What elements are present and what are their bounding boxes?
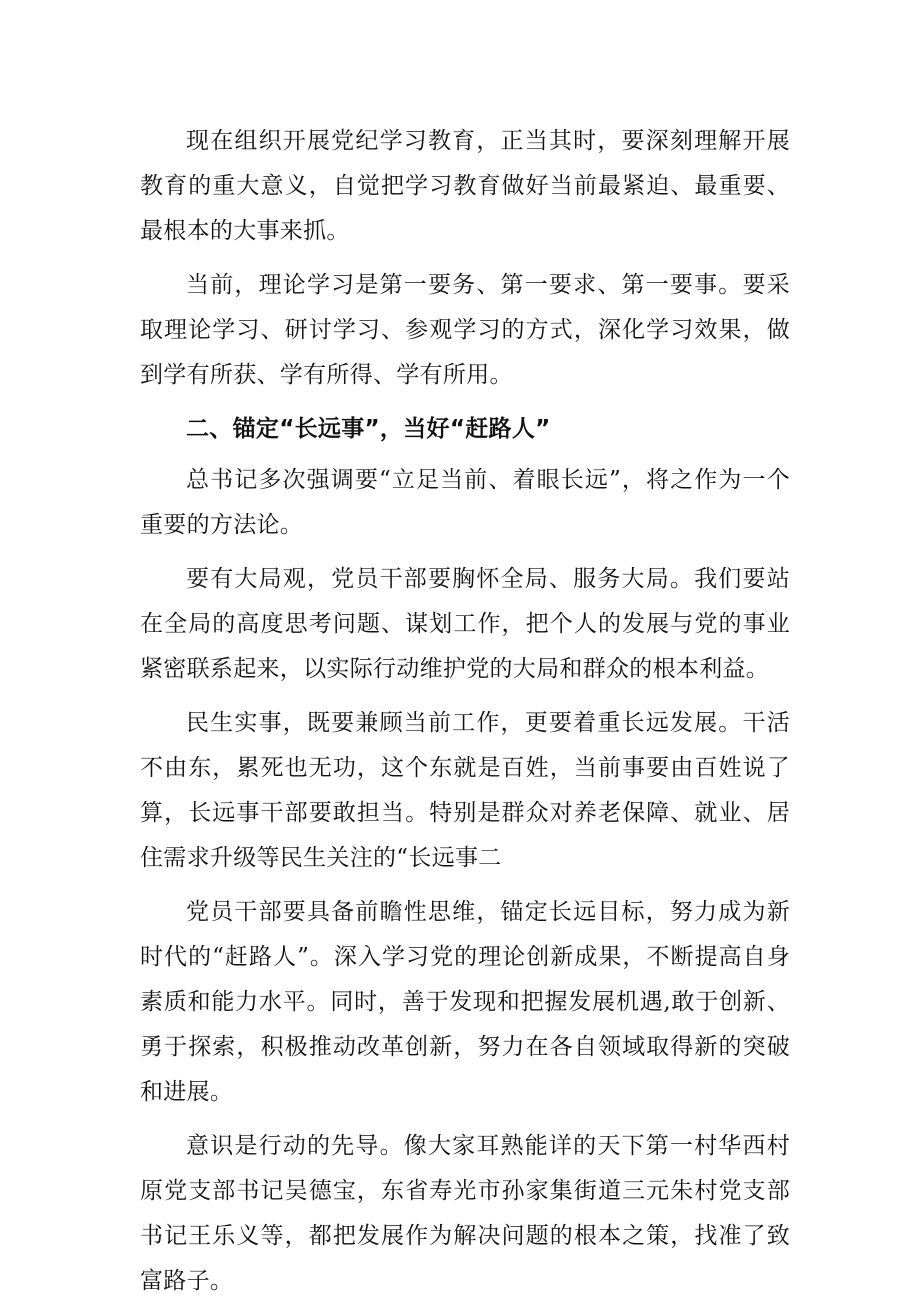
paragraph-livelihood: 民生实事，既要兼顾当前工作，更要着重长远发展。干活不由东，累死也无功，这个东就是百姓，当前事要由百姓说了算，长远事干部要敢担当。特别是群众对养老保障、就业、居住需求升级等民生关注的“长远事二 — [140, 710, 790, 871]
paragraph-theory-study: 当前，理论学习是第一要务、第一要求、第一要事。要采取理论学习、研讨学习、参观学习的方式，深化学习效果，做到学有所获、学有所得、学有所用。 — [140, 272, 790, 388]
section-heading-2: 二、锚定“长远事”，当好“赶路人” — [186, 416, 551, 442]
document-body — [140, 119, 790, 1313]
paragraph-study-education: 现在组织开展党纪学习教育，正当其时，要深刻理解开展教育的重大意义，自觉把学习教育做好当前最紧迫、最重要、最根本的大事来抓。 — [140, 128, 790, 244]
paragraph-awareness: 意识是行动的先导。像大家耳熟能详的天下第一村华西村原党支部书记吴德宝，东省寿光市孙家集街道三元朱村党支部书记王乐义等，都把发展作为解决问题的根本之策，找准了致富路子。 — [140, 1133, 790, 1294]
paragraph-big-picture: 要有大局观，党员干部要胸怀全局、服务大局。我们要站在全局的高度思考问题、谋划工作，把个人的发展与党的事业紧密联系起来，以实际行动维护党的大局和群众的根本利益。 — [140, 566, 790, 682]
paragraph-forward-thinking: 党员干部要具备前瞻性思维，锚定长远目标，努力成为新时代的“赶路人”。深入学习党的理论创新成果，不断提高自身素质和能力水平。同时，善于发现和把握发展机遇,敢于创新、勇于探索，积极推动改革创新，努力在各自领域取得新的突破和进展。 — [140, 899, 790, 1105]
paragraph-methodology: 总书记多次强调要“立足当前、着眼长远”，将之作为一个重要的方法论。 — [140, 467, 790, 538]
